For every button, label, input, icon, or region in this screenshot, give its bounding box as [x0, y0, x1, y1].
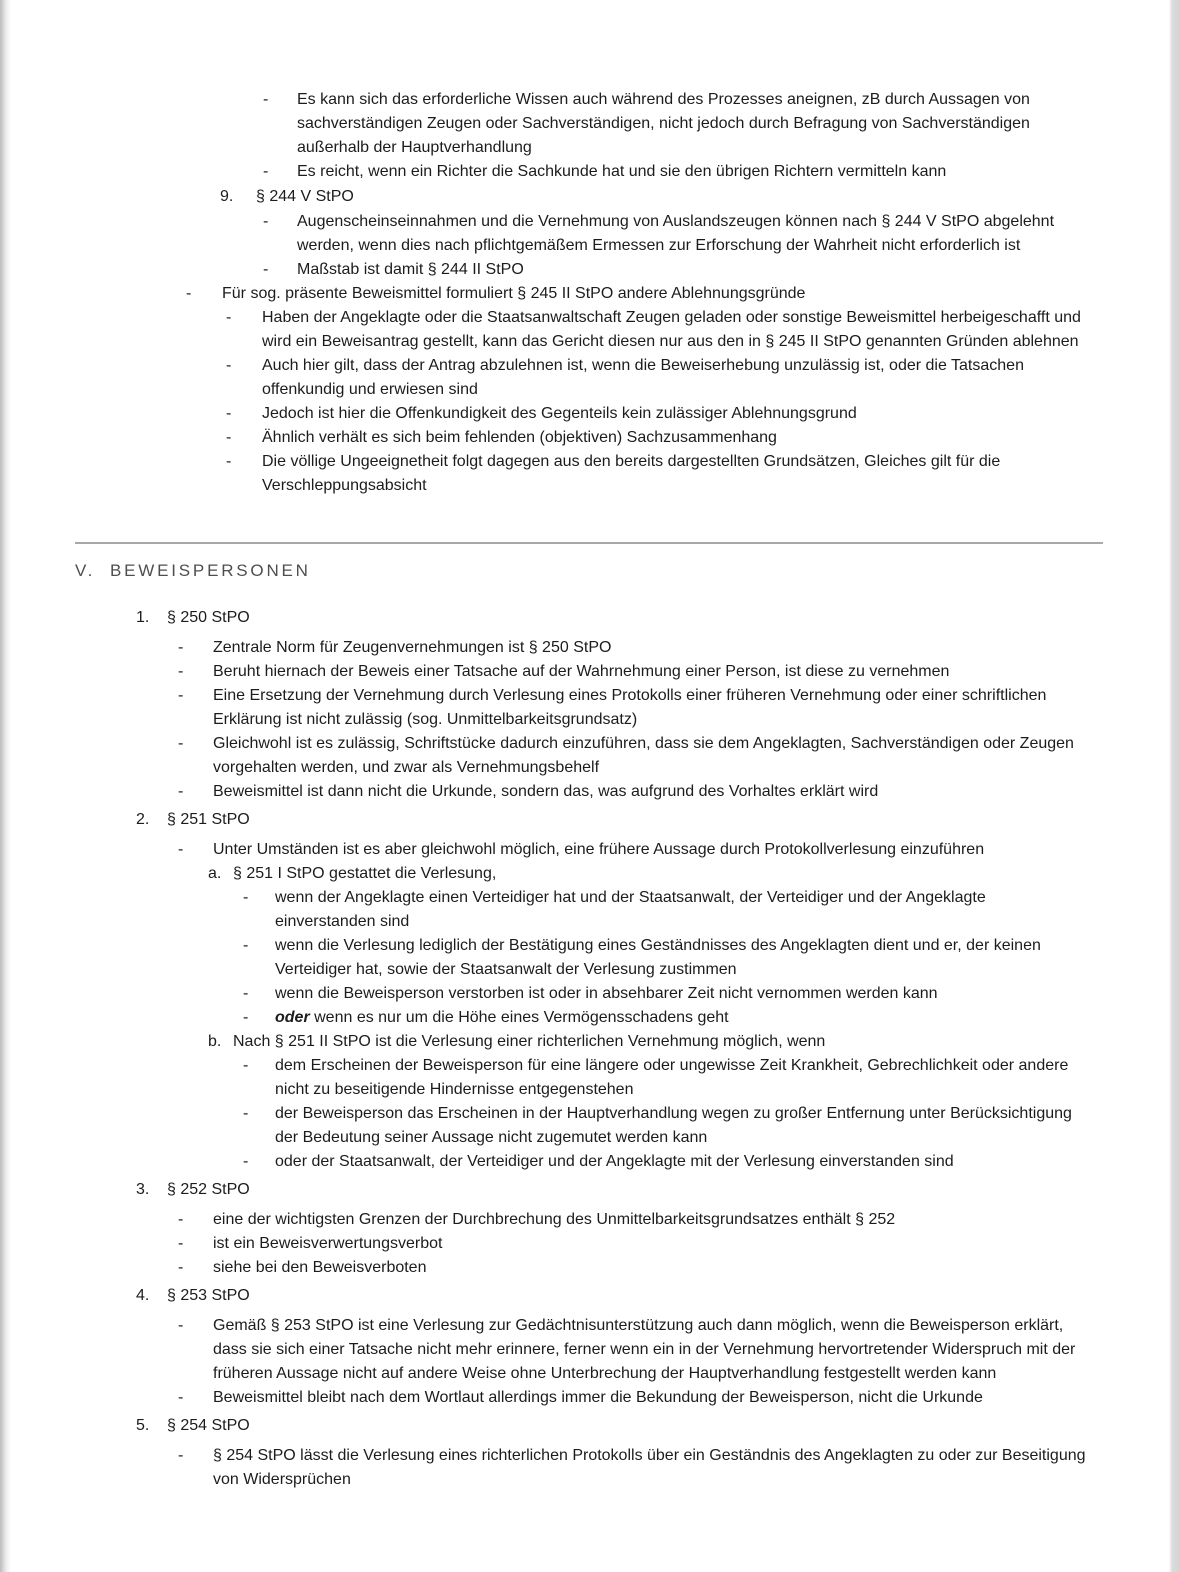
dash-bullet-marker: - — [243, 1009, 249, 1026]
item-marker: b. — [208, 1033, 222, 1050]
bullet-item — [0, 780, 1179, 804]
section-number: V. — [75, 561, 96, 580]
text-run: Unter Umständen ist es aber gleichwohl möglich, eine frühere Aussage durch Protokollverlesung einzuführen — [213, 841, 985, 858]
dash-bullet-marker: - — [178, 1259, 184, 1276]
text-run: Es kann sich das erforderliche Wissen auch während des Prozesses aneignen, zB durch Aussagen von sachverständigen Zeugen oder Sachverständigen, nicht jedoch durch Befragung von Sachverständigen außerhalb der Hauptverhandlung — [297, 91, 1030, 156]
dash-bullet-marker: - — [178, 1389, 184, 1406]
text-run: § 254 StPO lässt die Verlesung eines richterlichen Protokolls über ein Geständnis des Angeklagten zu oder zur Beseitigung von Widersprüchen — [213, 1447, 1086, 1488]
text-run: wenn die Verlesung lediglich der Bestätigung eines Geständnisses des Angeklagten dient und er, der keinen Verteidiger hat, sowie der Staatsanwalt der Verlesung zustimmen — [275, 937, 1041, 978]
bullet-item — [0, 306, 1179, 354]
item-marker: a. — [208, 865, 222, 882]
dash-bullet-marker: - — [263, 91, 269, 108]
dash-bullet-marker: - — [243, 1153, 249, 1170]
bullet-item — [0, 1054, 1179, 1102]
bullet-item — [0, 282, 1179, 306]
text-run: § 250 StPO — [167, 609, 250, 626]
text-run: Ähnlich verhält es sich beim fehlenden (objektiven) Sachzusammenhang — [262, 429, 777, 446]
bullet-item — [0, 354, 1179, 402]
bullet-item — [0, 636, 1179, 660]
numbered-item — [0, 1414, 1179, 1438]
dash-bullet-marker: - — [186, 285, 192, 302]
text-run: § 251 StPO — [167, 811, 250, 828]
item-marker: 1. — [136, 609, 150, 626]
text-run: wenn die Beweisperson verstorben ist oder in absehbarer Zeit nicht vernommen werden kann — [275, 985, 938, 1002]
text-run: Beruht hiernach der Beweis einer Tatsache auf der Wahrnehmung einer Person, ist diese zu vernehmen — [213, 663, 950, 680]
dash-bullet-marker: - — [263, 163, 269, 180]
numbered-item — [0, 185, 1179, 209]
bullet-item — [0, 1208, 1179, 1232]
text-run: Augenscheinseinnahmen und die Vernehmung von Auslandszeugen können nach § 244 V StPO abgelehnt werden, wenn dies nach pflichtgemäßem Ermessen zur Erforschung der Wahrheit nicht erforderlich ist — [297, 213, 1055, 254]
text-run: Es reicht, wenn ein Richter die Sachkunde hat und sie den übrigen Richtern vermitteln kann — [297, 163, 947, 180]
dash-bullet-marker: - — [226, 405, 232, 422]
bullet-item — [0, 886, 1179, 934]
text-run: Auch hier gilt, dass der Antrag abzulehnen ist, wenn die Beweiserhebung unzulässig ist, oder die Tatsachen offenkundig und erwiesen sind — [262, 357, 1024, 398]
bullet-item — [0, 1314, 1179, 1386]
numbered-item — [0, 1284, 1179, 1308]
text-run: § 252 StPO — [167, 1181, 250, 1198]
dash-bullet-marker: - — [226, 309, 232, 326]
text-run: Beweismittel ist dann nicht die Urkunde, sondern das, was aufgrund des Vorhaltes erklärt wird — [213, 783, 879, 800]
dash-bullet-marker: - — [226, 357, 232, 374]
bullet-item — [0, 684, 1179, 732]
bullet-item — [0, 88, 1179, 160]
dash-bullet-marker: - — [178, 639, 184, 656]
dash-bullet-marker: - — [263, 261, 269, 278]
text-run: Eine Ersetzung der Vernehmung durch Verlesung eines Protokolls einer früheren Vernehmung oder einer schriftlichen Erklärung ist nicht zulässig (sog. Unmittelbarkeitsgrundsatz) — [213, 687, 1047, 728]
text-run: Für sog. präsente Beweismittel formuliert § 245 II StPO andere Ablehnungsgründe — [222, 285, 806, 302]
bullet-item — [0, 210, 1179, 258]
text-run: ist ein Beweisverwertungsverbot — [213, 1235, 443, 1252]
bullet-item — [0, 660, 1179, 684]
lettered-item — [0, 1030, 1179, 1054]
text-run: Die völlige Ungeeignetheit folgt dagegen aus den bereits dargestellten Grundsätzen, Gleiches gilt für die Verschleppungsabsicht — [262, 453, 1001, 494]
dash-bullet-marker: - — [178, 841, 184, 858]
text-run: Gemäß § 253 StPO ist eine Verlesung zur Gedächtnisunterstützung auch dann möglich, wenn die Beweisperson erklärt, dass sie sich einer Tatsache nicht mehr erinnere, ferner wenn ein in der Vernehmung hervortretender Widerspruch mit der früheren Aussage nicht auf andere Weise ohne Unterbrechung der Hauptverhandlung festgestellt werden kann — [213, 1317, 1076, 1382]
item-marker: 5. — [136, 1417, 150, 1434]
bullet-item — [0, 838, 1179, 862]
text-run: § 251 I StPO gestattet die Verlesung, — [233, 865, 497, 882]
dash-bullet-marker: - — [243, 1057, 249, 1074]
text-run: der Beweisperson das Erscheinen in der Hauptverhandlung wegen zu großer Entfernung unter Berücksichtigung der Bedeutung seiner Aussage nicht zugemutet werden kann — [275, 1105, 1072, 1146]
dash-bullet-marker: - — [178, 1235, 184, 1252]
bullet-item — [0, 1006, 1179, 1030]
text-run: oder der Staatsanwalt, der Verteidiger und der Angeklagte mit der Verlesung einverstanden sind — [275, 1153, 954, 1170]
item-marker: 9. — [220, 188, 234, 205]
bullet-item — [0, 160, 1179, 184]
dash-bullet-marker: - — [226, 453, 232, 470]
text-run: Haben der Angeklagte oder die Staatsanwaltschaft Zeugen geladen oder sonstige Beweismittel herbeigeschafft und wird ein Beweisantrag gestellt, kann das Gericht diesen nur aus den in § 245 II StPO genannten Gründen ablehnen — [262, 309, 1081, 350]
bullet-item — [0, 1256, 1179, 1280]
dash-bullet-marker: - — [243, 889, 249, 906]
text-run: Jedoch ist hier die Offenkundigkeit des Gegenteils kein zulässiger Ablehnungsgrund — [262, 405, 857, 422]
bullet-item — [0, 732, 1179, 780]
text-run: § 244 V StPO — [256, 188, 354, 205]
text-run: eine der wichtigsten Grenzen der Durchbrechung des Unmittelbarkeitsgrundsatzes enthält § 252 — [213, 1211, 896, 1228]
text-run: siehe bei den Beweisverboten — [213, 1259, 427, 1276]
bullet-item — [0, 450, 1179, 498]
dash-bullet-marker: - — [178, 1211, 184, 1228]
section-heading — [75, 558, 1179, 584]
dash-bullet-marker: - — [226, 429, 232, 446]
text-run: wenn es nur um die Höhe eines Vermögensschadens geht — [309, 1009, 729, 1026]
bullet-item — [0, 258, 1179, 282]
dash-bullet-marker: - — [243, 1105, 249, 1122]
bullet-item — [0, 1150, 1179, 1174]
lettered-item — [0, 862, 1179, 886]
text-run: Gleichwohl ist es zulässig, Schriftstücke dadurch einzuführen, dass sie dem Angeklagten, Sachverständigen oder Zeugen vorgehalten werden, und zwar als Vernehmungsbehelf — [213, 735, 1074, 776]
section-title: BEWEISPERSONEN — [110, 561, 311, 580]
text-run: dem Erscheinen der Beweisperson für eine längere oder ungewisse Zeit Krankheit, Gebrechlichkeit oder andere nicht zu beseitigende Hindernisse entgegenstehen — [275, 1057, 1069, 1098]
dash-bullet-marker: - — [243, 937, 249, 954]
section-body — [0, 606, 1179, 1492]
bullet-item — [0, 982, 1179, 1006]
bullet-item — [0, 1102, 1179, 1150]
text-run: Zentrale Norm für Zeugenvernehmungen ist § 250 StPO — [213, 639, 612, 656]
dash-bullet-marker: - — [178, 783, 184, 800]
item-marker: 3. — [136, 1181, 150, 1198]
bullet-item — [0, 934, 1179, 982]
dash-bullet-marker: - — [178, 1317, 184, 1334]
section-divider — [75, 542, 1103, 544]
bullet-item — [0, 1386, 1179, 1410]
numbered-item — [0, 808, 1179, 832]
pre-section — [0, 88, 1179, 498]
bullet-item — [0, 426, 1179, 450]
text-run: oder — [275, 1009, 310, 1026]
dash-bullet-marker: - — [243, 985, 249, 1002]
text-run: wenn der Angeklagte einen Verteidiger hat und der Staatsanwalt, der Verteidiger und der Angeklagte einverstanden sind — [275, 889, 986, 930]
dash-bullet-marker: - — [178, 735, 184, 752]
numbered-item — [0, 1178, 1179, 1202]
bullet-item — [0, 402, 1179, 426]
text-run: Nach § 251 II StPO ist die Verlesung einer richterlichen Vernehmung möglich, wenn — [233, 1033, 826, 1050]
dash-bullet-marker: - — [178, 663, 184, 680]
text-run: § 253 StPO — [167, 1287, 250, 1304]
item-marker: 2. — [136, 811, 150, 828]
bullet-item — [0, 1444, 1179, 1492]
numbered-item — [0, 606, 1179, 630]
text-run: Maßstab ist damit § 244 II StPO — [297, 261, 524, 278]
dash-bullet-marker: - — [263, 213, 269, 230]
dash-bullet-marker: - — [178, 687, 184, 704]
item-marker: 4. — [136, 1287, 150, 1304]
text-run: Beweismittel bleibt nach dem Wortlaut allerdings immer die Bekundung der Beweisperson, nicht die Urkunde — [213, 1389, 983, 1406]
bullet-item — [0, 1232, 1179, 1256]
text-run: § 254 StPO — [167, 1417, 250, 1434]
dash-bullet-marker: - — [178, 1447, 184, 1464]
